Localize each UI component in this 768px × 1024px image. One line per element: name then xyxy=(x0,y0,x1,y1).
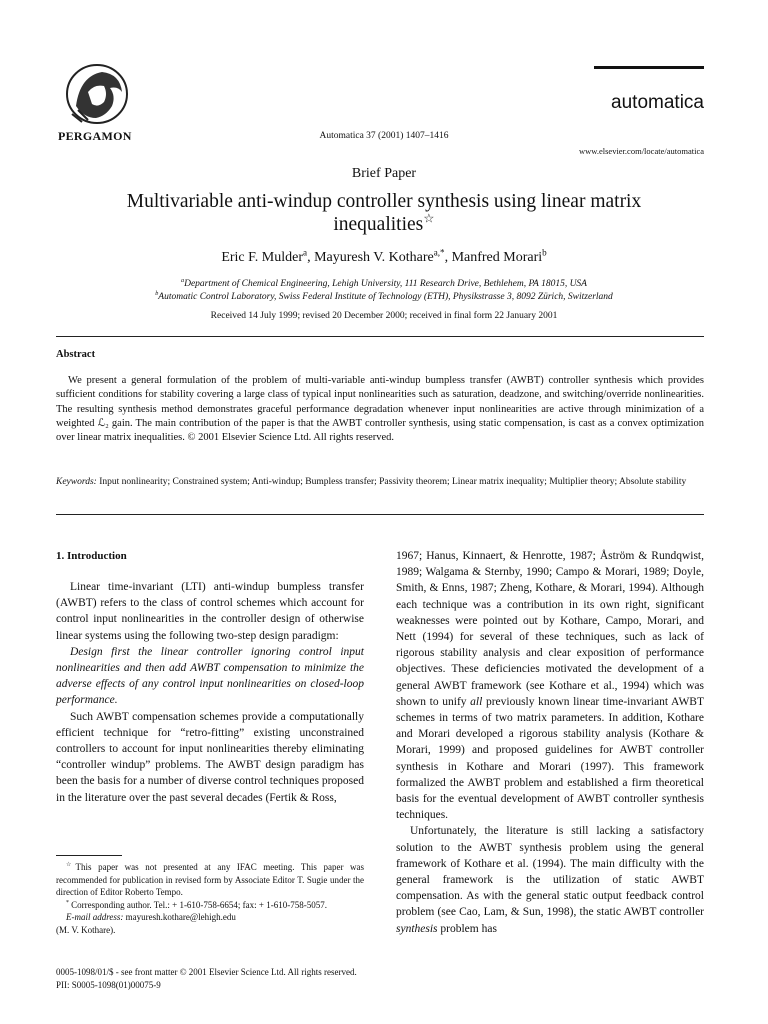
keywords-label: Keywords: xyxy=(56,477,97,487)
abstract-text: We present a general formulation of the problem of multi-variable anti-windup bumpless transfer (AWBT) controller synthesis which provides sufficient conditions for stability covering a large class of typical input nonlinearities such as saturation, deadzone, and switching/override nonlinearities. The resulting synthesis method demonstrates graceful performance degradation whenever input nonlinearities are active through minimization of a weighted ℒ₂ gain. The main contribution of the paper is that the AWBT controller synthesis, using static compensation, is cast as a convex optimization over linear matrix inequalities. © 2001 Elsevier Science Ltd. All rights reserved. xyxy=(56,375,704,444)
text-run: problem has xyxy=(437,922,497,935)
author-name: Manfred Morari xyxy=(451,250,543,265)
footnote-divider xyxy=(56,855,122,856)
affiliation-text: Department of Chemical Engineering, Lehigh University, 111 Research Drive, Bethlehem, PA 18015, USA xyxy=(184,279,587,289)
footnote xyxy=(56,861,364,899)
author-separator: , xyxy=(444,250,452,265)
pii-line: PII: S0005-1098(01)00075-9 xyxy=(56,980,161,990)
left-column xyxy=(56,579,364,806)
author-affiliation-mark: a xyxy=(303,247,308,258)
page-footer xyxy=(56,966,357,992)
email-label: E-mail address: xyxy=(66,912,124,923)
author-affiliation-mark: b xyxy=(542,247,547,258)
paragraph-emphasis xyxy=(56,644,364,709)
affiliation-mark: b xyxy=(155,290,159,297)
paragraph xyxy=(396,823,704,936)
author-name: Mayuresh V. Kothare xyxy=(314,250,434,265)
footnote-mark: ☆ xyxy=(66,862,76,868)
affiliation-mark: a xyxy=(181,277,185,284)
header-divider xyxy=(56,336,704,337)
journal-rule xyxy=(594,66,704,69)
author-list xyxy=(0,247,768,266)
affiliation-a xyxy=(0,279,768,289)
paragraph: Linear time-invariant (LTI) anti-windup bumpless transfer (AWBT) refers to the class of control schemes which account for control input nonlinearities in the controller design of otherwise linear systems using the following two-step design paradigm: xyxy=(56,581,364,642)
paragraph xyxy=(396,548,704,823)
pergamon-logo-icon xyxy=(62,62,132,126)
journal-name: automatica xyxy=(611,92,704,113)
emphasis-text: synthesis xyxy=(396,922,438,935)
keywords xyxy=(56,476,704,489)
footnote-mark: * xyxy=(66,899,69,906)
title-line-1: Multivariable anti-windup controller synthesis using linear matrix xyxy=(126,191,642,212)
paper-type: Brief Paper xyxy=(351,166,417,181)
footnote-email-name: (M. V. Kothare). xyxy=(56,924,116,935)
title-footnote-mark: ☆ xyxy=(423,211,435,226)
section-heading: 1. Introduction xyxy=(56,550,127,562)
footnote-text: Corresponding author. Tel.: + 1-610-758-6654; fax: + 1-610-758-5057. xyxy=(68,899,327,910)
received-dates: Received 14 July 1999; revised 20 December 2000; received in final form 22 January 2001 xyxy=(210,311,558,321)
keywords-text: Input nonlinearity; Constrained system; Anti-windup; Bumpless transfer; Passivity theorem; Linear matrix inequality; Multiplier theory; Absolute stability xyxy=(99,477,687,487)
emphasis-text: all xyxy=(470,695,483,708)
paper-title xyxy=(60,190,708,236)
copyright-line: 0005-1098/01/$ - see front matter © 2001 Elsevier Science Ltd. All rights reserved. xyxy=(56,967,357,977)
text-run: 1967; Hanus, Kinnaert, & Henrotte, 1987; Åström & Rundqwist, 1989; Walgama & Sternby, 1990; Campo & Morari, 1989; Doyle, Smith, & Enns, 1987; Zheng, Kothare, & Morari, 1994). Although each technique was a contribution in its own right, significant weaknesses were pointed out by Kothare, Campo, Morari, and Nett (1994) for several of these techniques, such as lack of rigorous stability analysis and clear exposition of performance objectives. These deficiencies motivated the development of a general AWBT framework (see Kothare et al., 1994) which was shown to unify xyxy=(396,550,704,708)
journal-citation: Automatica 37 (2001) 1407–1416 xyxy=(319,131,449,141)
email-link[interactable]: mayuresh.kothare@lehigh.edu xyxy=(123,912,236,923)
abstract-divider xyxy=(56,514,704,515)
affiliation-text: Automatic Control Laboratory, Swiss Federal Institute of Technology (ETH), Physikstrasse 3, 8092 Zürich, Switzerland xyxy=(158,292,613,302)
footnote-email xyxy=(56,911,364,924)
text-run: Unfortunately, the literature is still lacking a satisfactory solution to the AWBT synthesis problem using the general framework of Kothare et al. (1994). The main difficulty with the general framework is the utilization of static AWBT compensation. As with the general static output feedback control problem (see Cao, Lam, & Sun, 1998), the static AWBT controller xyxy=(396,825,704,919)
paragraph: Such AWBT compensation schemes provide a computationally efficient technique for “retro-fitting” existing unconstrained controllers to account for input nonlinearities thereby eliminating “controller windup” problems. The AWBT design paradigm has been the basis for a number of diverse control techniques proposed in the literature over the past several decades (Fertik & Ross, xyxy=(56,710,364,804)
affiliation-b xyxy=(0,292,768,302)
emphasis-text: Design first the linear controller ignoring control input nonlinearities and then add AWBT compensation to minimize the adverse effects of any control input nonlinearities on closed-loop performance. xyxy=(56,645,364,707)
author-affiliation-mark: a,* xyxy=(433,247,445,258)
title-line-2: inequalities xyxy=(333,214,424,235)
publisher-name: PERGAMON xyxy=(58,129,132,143)
text-run: previously known linear time-invariant AWBT schemes in terms of two matrix parameters. In addition, Kothare and Morari developed a rigorous stability analysis (Kothare & Morari, 1999) and proposed guidelines for AWBT controller synthesis in Kothare and Morari (1997). This framework formalized the AWBT problem and established a firm theoretical basis for the eventual development of AWBT controller synthesis techniques. xyxy=(396,695,704,822)
author-separator: , xyxy=(307,250,315,265)
journal-url[interactable]: www.elsevier.com/locate/automatica xyxy=(578,146,704,156)
footnote xyxy=(56,899,364,912)
right-column xyxy=(396,548,704,937)
footnote-text: This paper was not presented at any IFAC meeting. This paper was recommended for publication in revised form by Associate Editor T. Sugie under the direction of Editor Roberto Tempo. xyxy=(56,862,364,898)
author-name: Eric F. Mulder xyxy=(221,250,304,265)
footnotes xyxy=(56,861,364,937)
abstract-heading: Abstract xyxy=(56,349,96,360)
